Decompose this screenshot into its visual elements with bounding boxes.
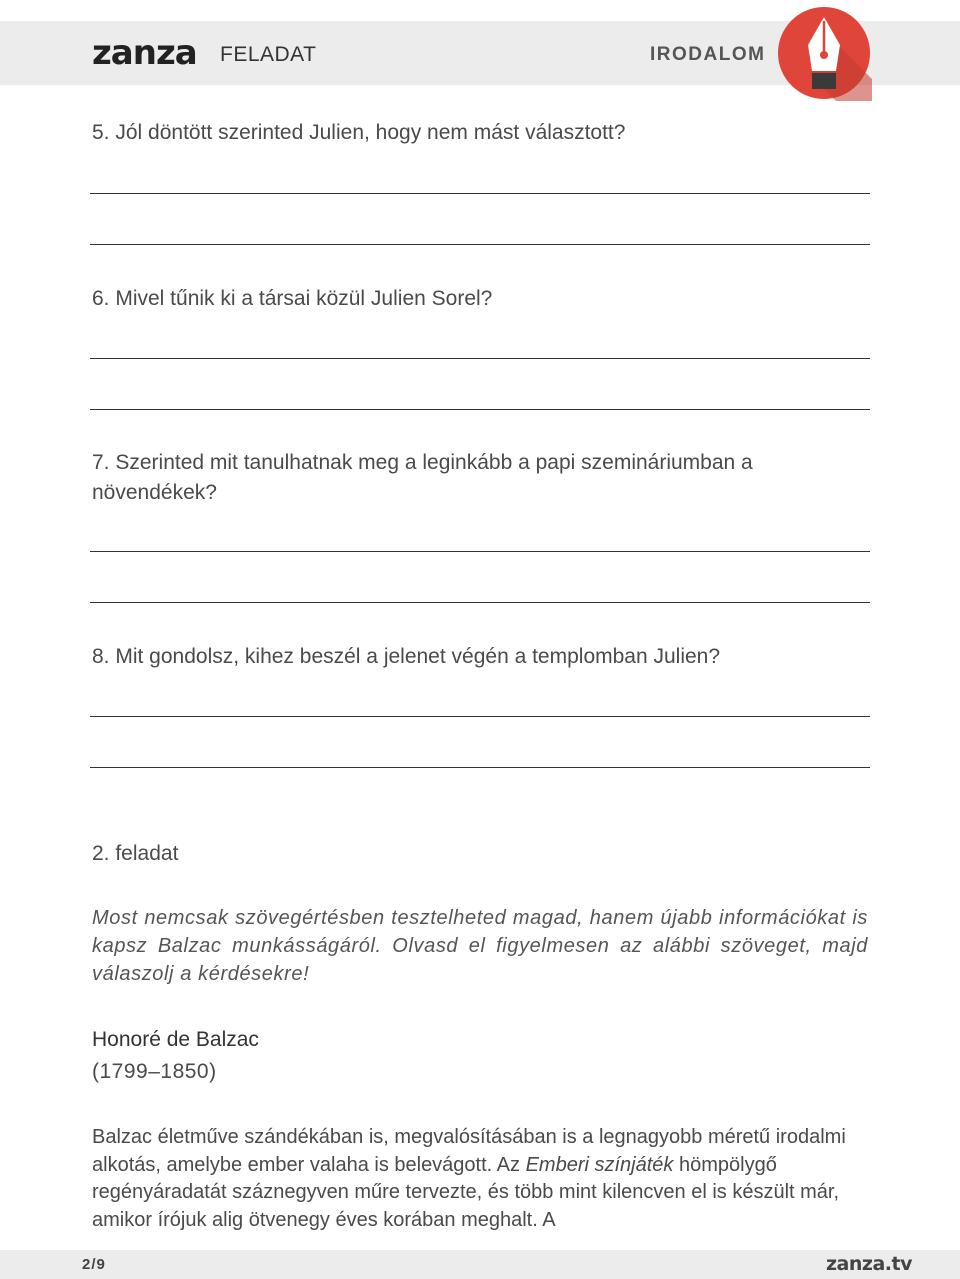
author-name: Honoré de Balzac	[92, 1028, 259, 1051]
answer-line[interactable]	[90, 358, 870, 359]
subject-label: IRODALOM	[650, 44, 766, 65]
answer-line[interactable]	[90, 767, 870, 768]
question-7: 7. Szerinted mit tanulhatnak meg a leginkább a papi szemináriumban a növendékek?	[92, 451, 753, 504]
answer-line[interactable]	[90, 602, 870, 603]
work-title: Emberi színjáték	[525, 1153, 674, 1176]
question-6: 6. Mivel tűnik ki a társai közül Julien Sorel?	[92, 287, 493, 310]
fountain-pen-nib-icon	[776, 5, 872, 101]
body-text-part: hömpölygő regényáradatát száznegyven műre tervezte, és több mint kilencven el is készült már, amikor írójuk alig ötvenegy éves korában meghalt. A	[92, 1153, 840, 1231]
task-title: 2. feladat	[92, 842, 179, 865]
body-text-part: Balzac életműve szándékában is, megvalósításában is a legnagyobb méretű irodalmi alkotás, amelybe ember valaha is belevágott. Az	[92, 1126, 846, 1176]
answer-line[interactable]	[90, 244, 870, 245]
answer-line[interactable]	[90, 716, 870, 717]
answer-line[interactable]	[90, 193, 870, 194]
footer-brand: zanza.tv	[826, 1253, 912, 1275]
task-intro: Most nemcsak szövegértésben tesztelheted magad, hanem újabb információkat is kapsz Balzac munkásságáról. Olvasd el figyelmesen az alábbi szöveget, majd válaszolj a kérdésekre!	[92, 907, 868, 985]
author-years: (1799–1850)	[92, 1060, 217, 1083]
answer-line[interactable]	[90, 409, 870, 410]
page-footer	[0, 1250, 960, 1279]
question-8: 8. Mit gondolsz, kihez beszél a jelenet végén a templomban Julien?	[92, 645, 721, 668]
question-5: 5. Jól döntött szerinted Julien, hogy nem mást választott?	[92, 121, 626, 144]
brand-logo: zanza	[92, 33, 197, 73]
answer-line[interactable]	[90, 551, 870, 552]
body-paragraph	[92, 1124, 882, 1234]
page-number: 2/9	[82, 1256, 106, 1273]
brand-subtitle: FELADAT	[220, 43, 317, 66]
